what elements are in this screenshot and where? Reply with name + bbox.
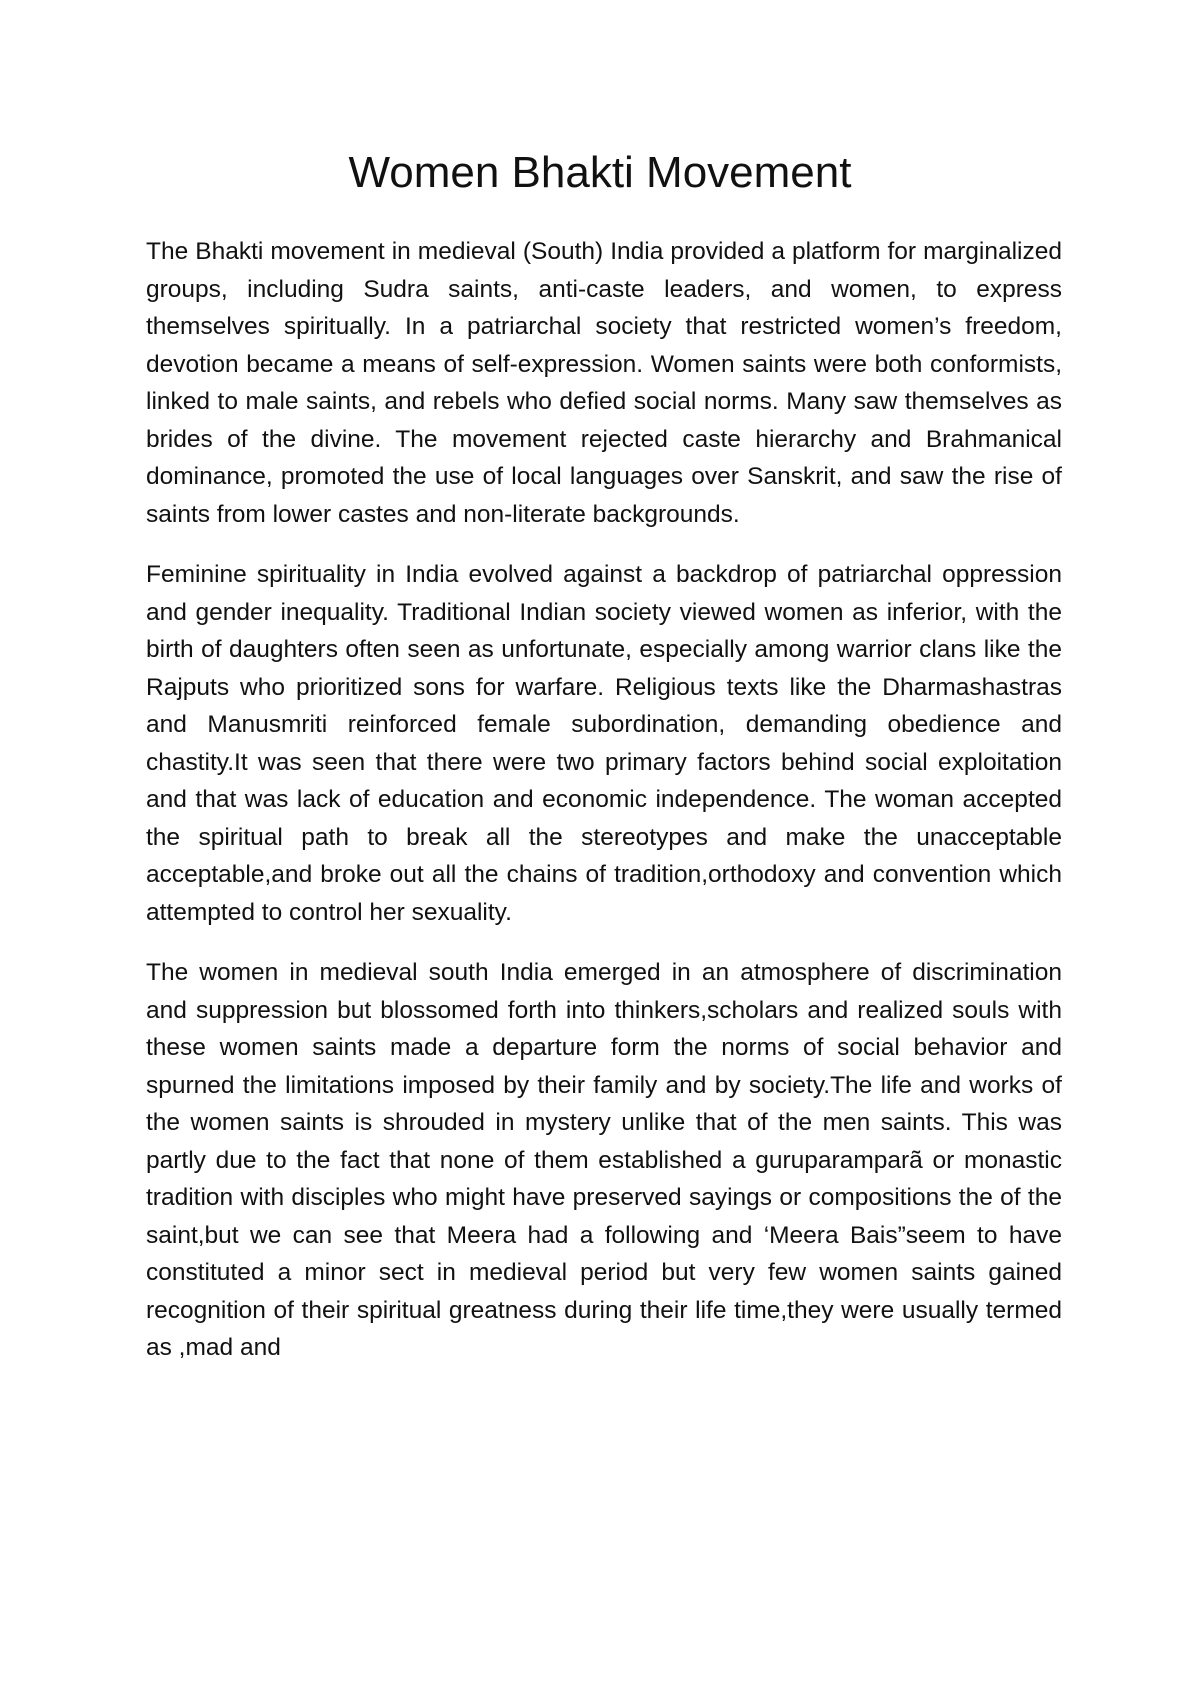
page-title: Women Bhakti Movement: [348, 148, 852, 197]
paragraph-3: The women in medieval south India emerged in an atmosphere of discrimination and suppression but blossomed forth into thinkers,scholars and realized souls with these women saints made a departure form the norms of social behavior and spurned the limitations imposed by their family and by society.The life and works of the women saints is shrouded in mystery unlike that of the men saints. This was partly due to the fact that none of them established a guruparamparã or monastic tradition with disciples who might have preserved sayings or compositions the of the saint,but we can see that Meera had a following and ‘Meera Bais”seem to have constituted a minor sect in medieval period but very few women saints gained recognition of their spiritual greatness during their life time,they were usually termed as ,mad and: [146, 959, 1062, 1361]
paragraph-2: Feminine spirituality in India evolved against a backdrop of patriarchal oppression and gender inequality. Traditional Indian society viewed women as inferior, with the birth of daughters often seen as unfortunate, especially among warrior clans like the Rajputs who prioritized sons for warfare. Religious texts like the Dharmashastras and Manusmriti reinforced female subordination, demanding obedience and chastity.It was seen that there were two primary factors behind social exploitation and that was lack of education and economic independence. The woman accepted the spiritual path to break all the stereotypes and make the unacceptable acceptable,and broke out all the chains of tradition,orthodoxy and convention which attempted to control her sexuality.: [146, 561, 1062, 926]
document-body: [146, 233, 1062, 1390]
paragraph-1: The Bhakti movement in medieval (South) India provided a platform for marginalized groups, including Sudra saints, anti-caste leaders, and women, to express themselves spiritually. In a patriarchal society that restricted women’s freedom, devotion became a means of self-expression. Women saints were both conformists, linked to male saints, and rebels who defied social norms. Many saw themselves as brides of the divine. The movement rejected caste hierarchy and Brahmanical dominance, promoted the use of local languages over Sanskrit, and saw the rise of saints from lower castes and non-literate backgrounds.: [146, 238, 1062, 528]
